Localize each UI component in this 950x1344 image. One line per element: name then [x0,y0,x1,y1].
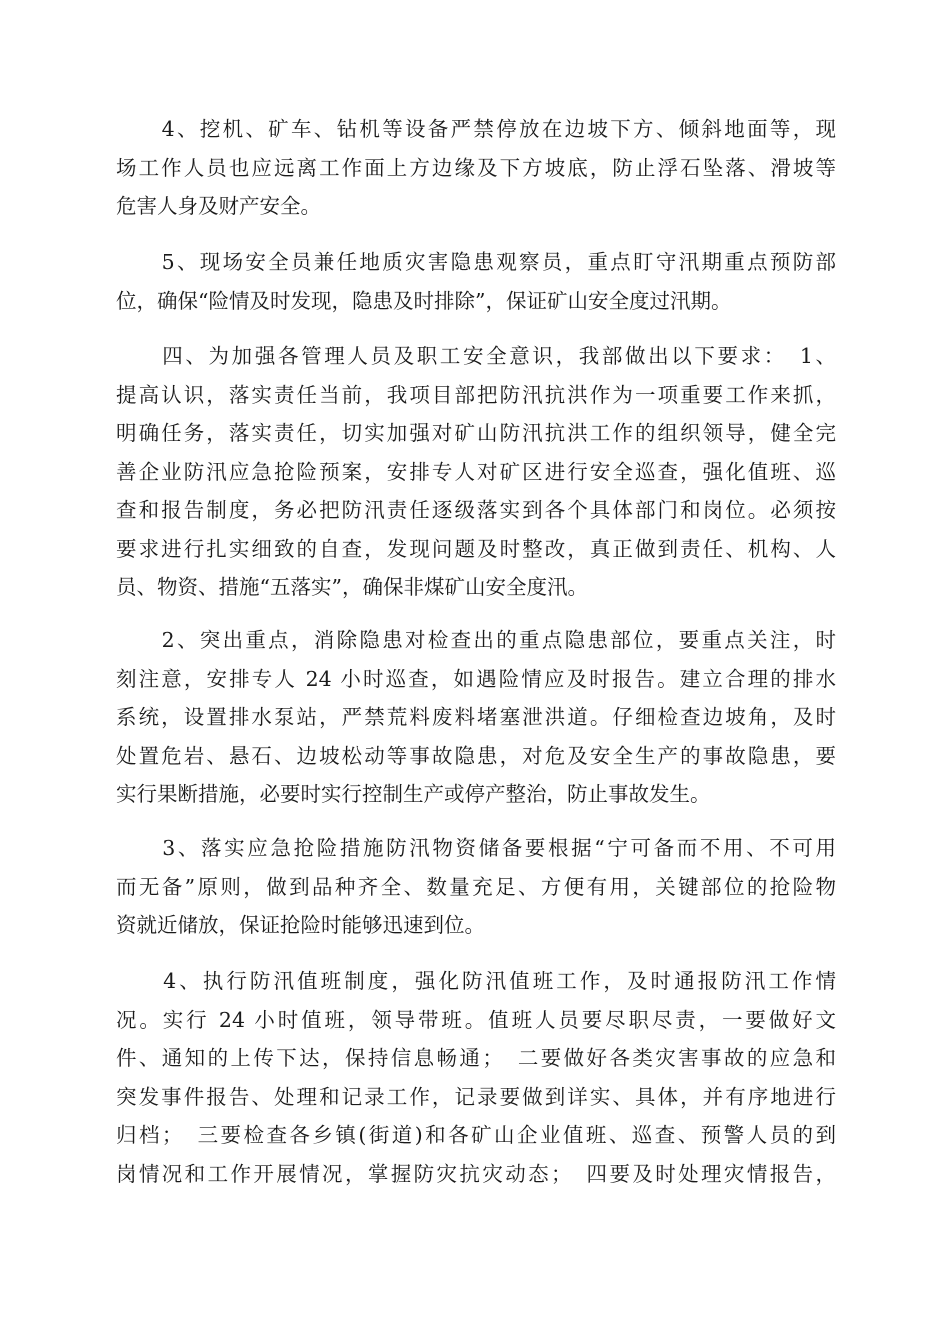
text-line: 而无备”原则，做到品种齐全、数量充足、方便有用，关键部位的抢险物 [116,874,836,899]
text-line: 明确任务，落实责任，切实加强对矿山防汛抗洪工作的组织领导，健全完 [116,421,836,445]
text-line: 位，确保“险情及时发现，隐患及时排除”，保证矿山安全度过汛期。 [116,288,732,313]
text-line: 场工作人员也应远离工作面上方边缘及下方坡底，防止浮石坠落、滑坡等 [116,155,836,180]
text-line: 查和报告制度，务必把防汛责任逐级落实到各个具体部门和岗位。必须按 [116,498,836,522]
text-line: 系统，设置排水泵站，严禁荒料废料堵塞泄洪道。仔细检查边坡角，及时 [116,705,836,729]
paragraph-safety-observer [116,243,836,320]
text-line: 员、物资、措施“五落实”，确保非煤矿山安全度汛。 [116,575,588,599]
text-line: 危害人身及财产安全。 [116,194,321,218]
paragraph-requirements-section-4 [116,337,836,607]
paragraph-emergency-supplies [116,829,836,945]
text-line: 刻注意，安排专人 24 小时巡查，如遇险情应及时报告。建立合理的排水 [116,666,836,691]
text-line: 提高认识，落实责任当前，我项目部把防汛抗洪作为一项重要工作来抓， [116,382,836,407]
text-line: 要求进行扎实细致的自查，发现问题及时整改，真正做到责任、机构、人 [116,536,836,561]
text-line: 善企业防汛应急抢险预案，安排专人对矿区进行安全巡查，强化值班、巡 [116,459,836,484]
text-line: 处置危岩、悬石、边坡松动等事故隐患，对危及安全生产的事故隐患，要 [116,743,836,768]
text-line: 4、执行防汛值班制度，强化防汛值班工作，及时通报防汛工作情 [116,969,836,993]
text-line: 归档； 三要检查各乡镇(街道)和各矿山企业值班、巡查、预警人员的到 [116,1123,836,1147]
text-line: 突发事件报告、处理和记录工作，记录要做到详实、具体，并有序地进行 [116,1084,836,1109]
text-line: 5、现场安全员兼任地质灾害隐患观察员，重点盯守汛期重点预防部 [116,250,836,274]
paragraph-focus-hazards [116,621,836,814]
text-line: 实行果断措施，必要时实行控制生产或停产整治，防止事故发生。 [116,782,711,806]
text-line: 况。实行 24 小时值班，领导带班。值班人员要尽职尽责，一要做好文 [116,1007,836,1032]
text-line: 资就近储放，保证抢险时能够迅速到位。 [116,913,485,937]
paragraph-duty-system [116,962,836,1193]
text-line: 2、突出重点，消除隐患对检查出的重点隐患部位，要重点关注，时 [116,628,836,652]
text-line: 四、为加强各管理人员及职工安全意识，我部做出以下要求： 1、 [116,344,836,368]
text-line: 4、挖机、矿车、钻机等设备严禁停放在边坡下方、倾斜地面等，现 [116,117,836,141]
text-line: 3、落实应急抢险措施防汛物资储备要根据“宁可备而不用、不可用 [116,836,836,860]
text-line: 件、通知的上传下达，保持信息畅通； 二要做好各类灾害事故的应急和 [116,1046,836,1070]
text-line: 岗情况和工作开展情况，掌握防灾抗灾动态； 四要及时处理灾情报告， [116,1161,836,1186]
paragraph-equipment-parking [116,110,836,226]
